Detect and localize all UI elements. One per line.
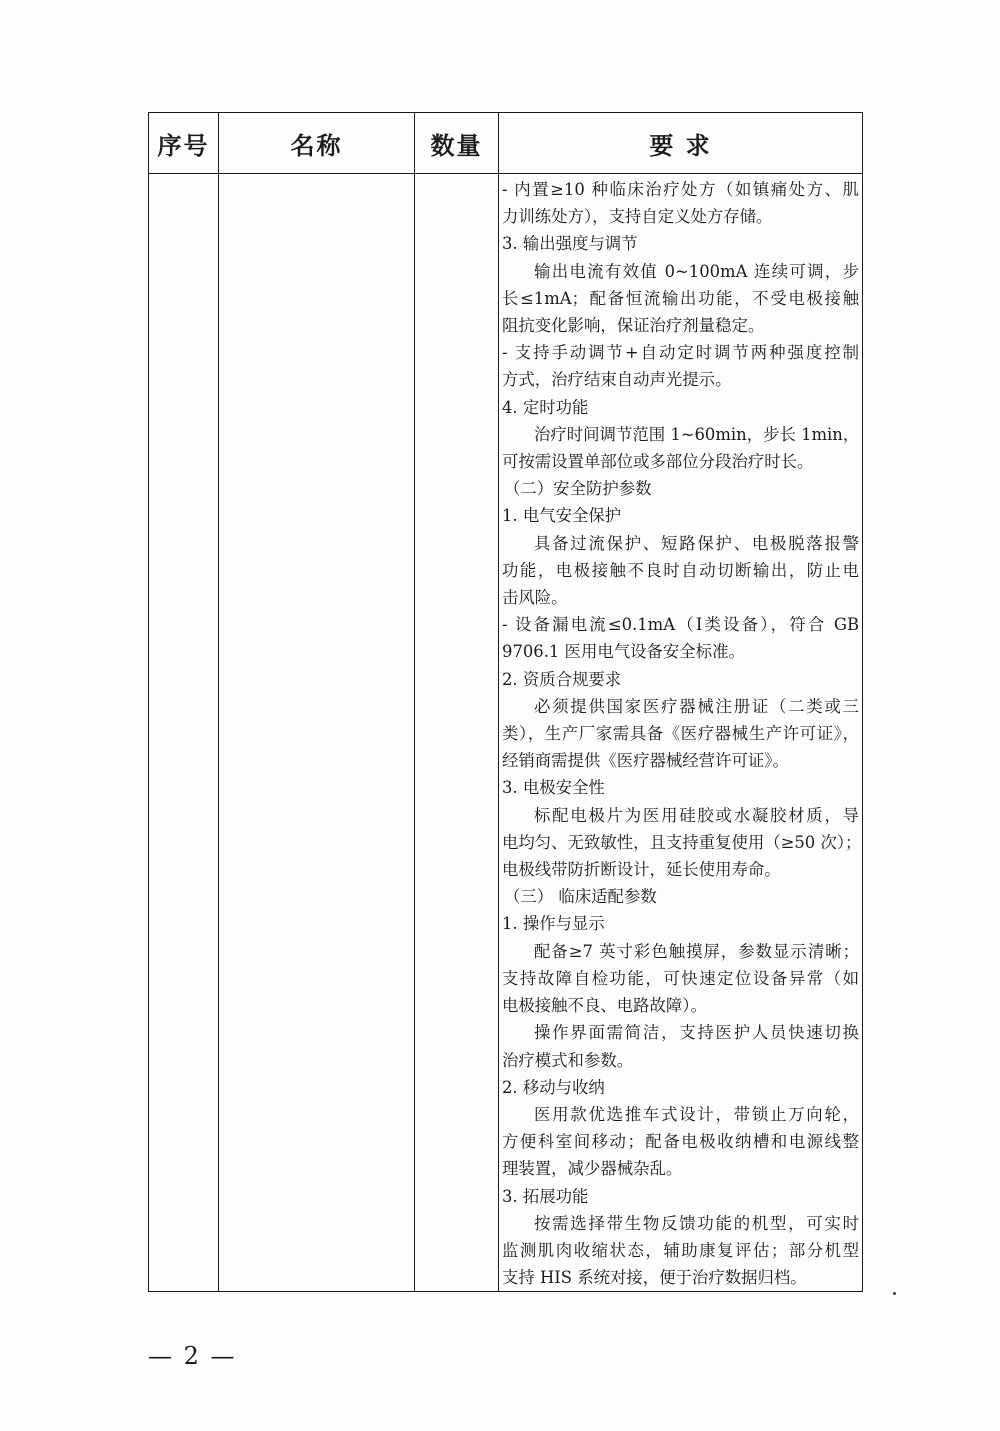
requirement-line: - 设备漏电流≤0.1mA（Ⅰ类设备），符合 GB (502, 615, 859, 635)
requirement-line: 长≤1mA；配备恒流输出功能，不受电极接触 (502, 288, 859, 308)
requirement-line: 具备过流保护、短路保护、电极脱落报警 (534, 533, 859, 553)
requirement-line: 必须提供国家医疗器械注册证（二类或三 (534, 696, 859, 716)
requirement-line: 支持故障自检功能，可快速定位设备异常（如 (502, 968, 859, 988)
requirement-line: 击风险。 (502, 588, 568, 608)
requirement-line: 配备≥7 英寸彩色触摸屏，参数显示清晰； (534, 941, 859, 961)
page-number: — 2 — (148, 1342, 237, 1370)
requirement-line: 经销商需提供《医疗器械经营许可证》。 (502, 751, 789, 771)
requirement-line: （二）安全防护参数 (504, 479, 652, 499)
requirement-line: - 支持手动调节+自动定时调节两种强度控制 (502, 343, 859, 363)
requirement-line: 操作界面需简洁，支持医护人员快速切换 (534, 1023, 859, 1043)
requirement-line: 2. 移动与收纳 (502, 1077, 605, 1097)
requirement-line: 治疗时间调节范围 1~60min，步长 1min， (534, 424, 860, 444)
requirement-line: 监测肌肉收缩状态，辅助康复评估；部分机型 (502, 1240, 859, 1260)
quantity-cell (415, 174, 499, 1292)
requirement-line: 功能，电极接触不良时自动切断输出，防止电 (502, 560, 859, 580)
requirement-line: 医用款优选推车式设计，带锁止万向轮， (534, 1104, 859, 1124)
requirements-table (148, 112, 863, 1292)
requirement-line: 电均匀、无致敏性，且支持重复使用（≥50 次）； (502, 832, 862, 852)
requirement-line: 方式，治疗结束自动声光提示。 (502, 370, 732, 390)
table-row (149, 174, 863, 1292)
requirement-line: 1. 电气安全保护 (502, 506, 622, 526)
requirement-line: 2. 资质合规要求 (502, 669, 622, 689)
header-quantity: 数量 (415, 113, 499, 174)
requirement-line: - 内置≥10 种临床治疗处方（如镇痛处方、肌 (502, 180, 859, 199)
header-index: 序号 (149, 113, 219, 174)
name-cell (219, 174, 415, 1292)
scan-speck (893, 1292, 896, 1295)
requirement-line: 阻抗变化影响，保证治疗剂量稳定。 (502, 316, 765, 336)
requirement-line: 3. 输出强度与调节 (502, 234, 638, 254)
requirement-line: 力训练处方），支持自定义处方存储。 (502, 207, 773, 227)
requirement-line: 可按需设置单部位或多部位分段治疗时长。 (502, 452, 814, 472)
requirement-line: 标配电极片为医用硅胶或水凝胶材质，导 (534, 805, 859, 825)
requirement-line: 4. 定时功能 (502, 397, 589, 417)
requirement-line: 支持 HIS 系统对接，便于治疗数据归档。 (502, 1268, 807, 1288)
requirement-line: 治疗模式和参数。 (502, 1050, 634, 1070)
header-requirements: 要 求 (499, 113, 863, 174)
requirements-text (502, 176, 862, 1291)
index-cell (149, 174, 219, 1292)
table-header-row (149, 113, 863, 174)
requirement-line: （三） 临床适配参数 (504, 887, 657, 907)
requirement-line: 3. 电极安全性 (502, 778, 605, 798)
requirement-line: 理装置，减少器械杂乱。 (502, 1159, 683, 1179)
requirement-line: 按需选择带生物反馈功能的机型，可实时 (534, 1213, 859, 1233)
requirement-line: 9706.1 医用电气设备安全标准。 (502, 642, 745, 662)
requirement-line: 1. 操作与显示 (502, 914, 605, 934)
requirements-cell (499, 174, 863, 1292)
header-name: 名称 (219, 113, 415, 174)
requirement-line: 电极线带防折断设计，延长使用寿命。 (502, 860, 781, 880)
requirement-line: 类），生产厂家需具备《医疗器械生产许可证》， (502, 724, 859, 744)
requirement-line: 方便科室间移动；配备电极收纳槽和电源线整 (502, 1132, 859, 1152)
requirement-line: 3. 拓展功能 (502, 1186, 589, 1206)
requirement-line: 输出电流有效值 0~100mA 连续可调，步 (534, 261, 859, 281)
requirement-line: 电极接触不良、电路故障）。 (502, 996, 707, 1016)
